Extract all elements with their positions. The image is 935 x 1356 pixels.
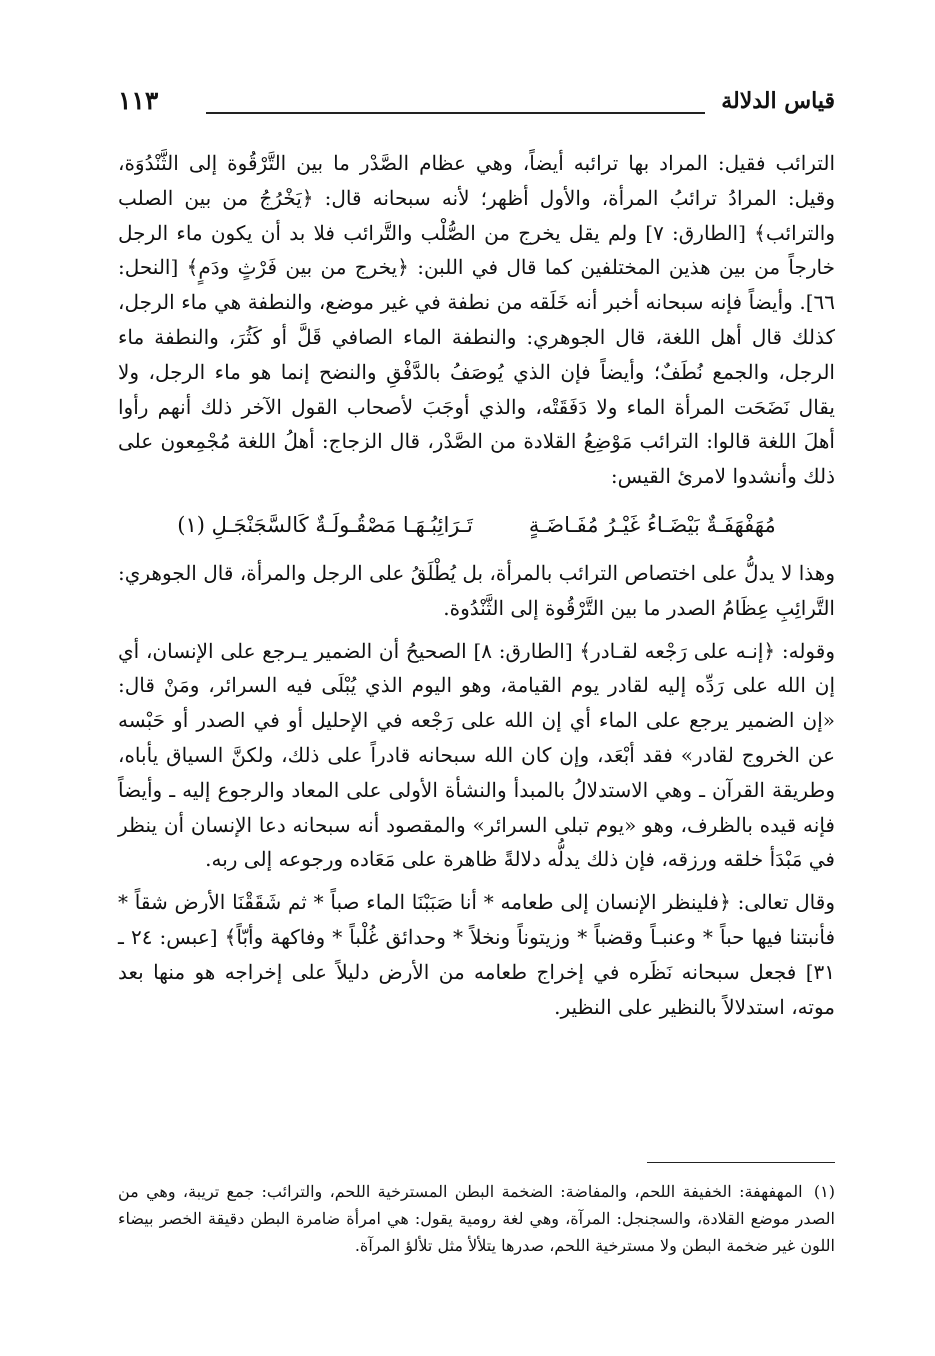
- verse-second-hemistich: تَـرَائِبُـهَـا مَصْقُـولَـةٌ كَالسَّجَنْجَـلِ (١): [177, 512, 473, 537]
- page-number: ١١٣: [118, 86, 159, 115]
- footnote-number: (١): [813, 1182, 835, 1201]
- paragraph-2: وهذا لا يدلُّ على اختصاص الترائب بالمرأة، بل يُطْلَقُ على الرجل والمرأة، قال الجوهري: التَّرائِبِ عِظَامُ الصدر ما بين التَّرْقُوة إلى الثَّنْدُوة.: [118, 560, 835, 620]
- chapter-title: قياس الدلالة: [721, 88, 835, 114]
- main-text: [118, 146, 835, 1032]
- footnote-text: المهفهفة: الخفيفة اللحم، والمفاضة: الضخمة البطن المسترخية اللحم، والترائب: جمع تريبة، وهي من الصدر موضع القلادة، والسجنجل: المرآة، وهي لغة رومية يقول: هي امرأة ضامرة البطن دقيقة الخصر بيضاء اللون غير ضخمة البطن ولا مسترخية اللحم، صدرها يتلألأ مثل تلألؤ المرآة.: [118, 1182, 835, 1255]
- verse-first-hemistich: مُهَفْهَفَـةٌ بَيْضَـاءُ غَيْـرُ مُفَـاضَـةٍ: [528, 512, 776, 537]
- running-header: [118, 86, 835, 130]
- footnote-rule: [647, 1162, 835, 1163]
- header-rule: [206, 112, 705, 114]
- paragraph-4: وقال تعالى: ﴿فلينظر الإنسان إلى طعامه * أنا صَبَبْنَا الماء صباً * ثم شَقَقْنَا الأرض شقاً * فأنبتنا فيها حباً * وعنبـاً وقضباً * وزيتوناً ونخلاً * وحدائق غُلْباً * وفاكهة وأبّاً﴾ [عبس: ٢٤ ـ ٣١] فجعل سبحانه نَظَره في إخراج طعامه من الأرض دليلاً على إخراجه هو منها بعد موته، استدلالاً بالنظير على النظير.: [118, 890, 836, 1019]
- footnote: [118, 1178, 835, 1259]
- paragraph-3: وقوله: ﴿إنـه على رَجْعه لقـادر﴾ [الطارق: ٨] الصحيحُ أن الضمير يـرجع على الإنسان، أي إن الله على رَدِّه إليه لقادر يوم القيامة، وهو اليوم الذي يُبْلَى فيه السرائر، ومَنْ قال: «إن الضمير يرجع على الماء أي إن الله على رَجْعه في الإحليل أو في الصدر أو حَبْسه عن الخروج لقادر» فقد أبْعَد، وإن كان الله سبحانه قادراً على ذلك، ولكنَّ السياق يأباه، وطريقة القرآن ـ وهي الاستدلالُ بالمبدأ والنشأة الأولى على المعاد والرجوع إليه ـ وأيضاً فإنه قيده بالظرف، وهو «يوم تبلى السرائر» والمقصود أنه سبحانه دعا الإنسان أن ينظر في مَبْدَأ خلقه ورزقه، فإن ذلك يدلُّه دلالةً ظاهرة على مَعَاده ورجوعه إلى ربه.: [118, 638, 835, 872]
- paragraph-1: الترائب فقيل: المراد بها ترائبه أيضاً، وهي عظام الصَّدْر ما بين التَّرْقُوة إلى الثَّنْدُوَة، وقيل: المرادُ ترائبُ المرأة، والأول أظهر؛ لأنه سبحانه قال: ﴿يَخْرُجُ من بين الصلب والترائب﴾ [الطارق: ٧] ولم يقل يخرج من الصُّلْب والتَّرائب فلا بد أن يكون ماء الرجل خارجاً من بين هذين المختلفين كما قال في اللبن: ﴿يخرج من بين فَرْثٍ ودَمٍ﴾ [النحل: ٦٦]. وأيضاً فإنه سبحانه أخبر أنه خَلَقه من نطفة في غير موضع، والنطفة هي ماء الرجل، كذلك قال أهل اللغة، قال الجوهري: والنطفة الماء الصافي قَلَّ أو كَثُرَ، والنطفة ماء الرجل، والجمع نُطَفٌ؛ وأيضاً فإن الذي يُوصَفُ بالدَّفْقِ والنضح إنما هو ماء الرجل، ولا يقال نَضَحَت المرأة الماء ولا دَفَقَتْه، والذي أوجَبَ لأصحاب القول الآخر ذلك أنهم رأوا أهلَ اللغة قالوا: الترائب مَوْضِعُ القلادة من الصَّدْر، قال الزجاج: أهلُ اللغة مُجْمِعون على ذلك وأنشدوا لامرئ القيس:: [118, 151, 836, 489]
- poetry-verse: [118, 504, 835, 546]
